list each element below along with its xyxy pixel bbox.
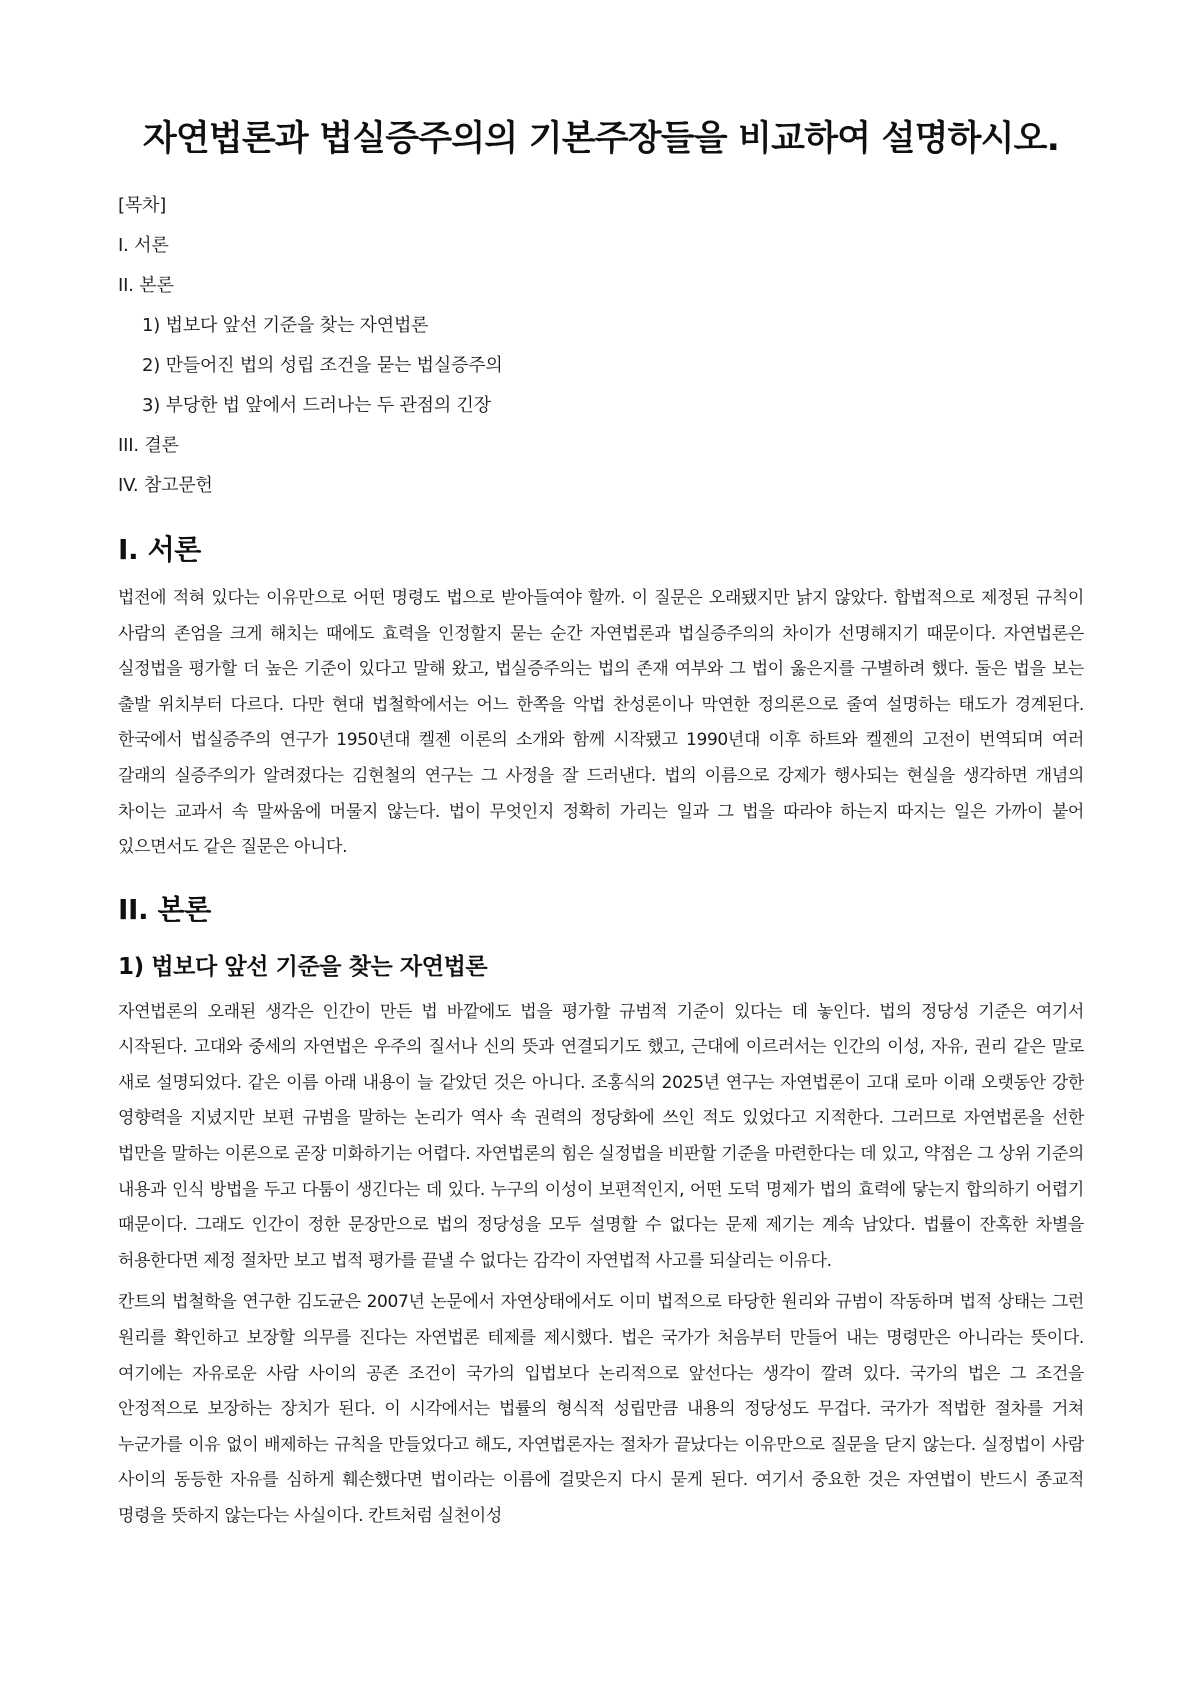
toc-item-body-sub2: 2) 만들어진 법의 성립 조건을 묻는 법실증주의 xyxy=(142,355,503,376)
toc-item-body-sub3: 3) 부당한 법 앞에서 드러나는 두 관점의 긴장 xyxy=(142,395,491,416)
natural-law-paragraph-2: 칸트의 법철학을 연구한 김도균은 2007년 논문에서 자연상태에서도 이미 법적으로 타당한 원리와 규범이 작동하며 법적 상태는 그런 원리를 확인하고 보장할 의무를 진다는 자연법론 테제를 제시했다. 법은 국가가 처음부터 만들어 내는 명령만은 아니라는 뜻이다. 여기에는 자유로운 사람 사이의 공존 조건이 국가의 입법보다 논리적으로 앞선다는 생각이 깔려 있다. 국가의 법은 그 조건을 안정적으로 보장하는 장치가 된다. 이 시각에서는 법률의 형식적 성립만큼 내용의 정당성도 무겁다. 국가가 적법한 절차를 거쳐 누군가를 이유 없이 배제하는 규칙을 만들었다고 해도, 자연법론자는 절차가 끝났다는 이유만으로 질문을 닫지 않는다. 실정법이 사람 사이의 동등한 자유를 심하게 훼손했다면 법이라는 이름에 걸맞은지 다시 묻게 된다. 여기서 중요한 것은 자연법이 반드시 종교적 명령을 뜻하지 않는다는 사실이다. 칸트처럼 실천이성 xyxy=(118,1292,1084,1526)
toc-item-references: IV. 참고문헌 xyxy=(118,475,213,496)
toc-heading: [목차] xyxy=(118,195,167,216)
natural-law-paragraph-1: 자연법론의 오래된 생각은 인간이 만든 법 바깥에도 법을 평가할 규범적 기준이 있다는 데 놓인다. 법의 정당성 기준은 여기서 시작된다. 고대와 중세의 자연법은 우주의 질서나 신의 뜻과 연결되기도 했고, 근대에 이르러서는 인간의 이성, 자유, 권리 같은 말로 새로 설명되었다. 같은 이름 아래 내용이 늘 같았던 것은 아니다. 조홍식의 2025년 연구는 자연법론이 고대 로마 이래 오랫동안 강한 영향력을 지녔지만 보편 규범을 말하는 논리가 역사 속 권력의 정당화에 쓰인 적도 있었다고 지적한다. 그러므로 자연법론을 선한 법만을 말하는 이론으로 곧장 미화하기는 어렵다. 자연법론의 힘은 실정법을 비판할 기준을 마련한다는 데 있고, 약점은 그 상위 기준의 내용과 인식 방법을 두고 다툼이 생긴다는 데 있다. 누구의 이성이 보편적인지, 어떤 도덕 명제가 법의 효력에 닿는지 합의하기 어렵기 때문이다. 그래도 인간이 정한 문장만으로 법의 정당성을 모두 설명할 수 없다는 문제 제기는 계속 남았다. 법률이 잔혹한 차별을 허용한다면 제정 절차만 보고 법적 평가를 끝낼 수 없다는 감각이 자연법적 사고를 되살리는 이유다. xyxy=(118,1001,1084,1271)
toc-item-body: II. 본론 xyxy=(118,275,174,296)
section-heading-intro: I. 서론 xyxy=(118,533,201,566)
intro-paragraph: 법전에 적혀 있다는 이유만으로 어떤 명령도 법으로 받아들여야 할까. 이 질문은 오래됐지만 낡지 않았다. 합법적으로 제정된 규칙이 사람의 존엄을 크게 해치는 때에도 효력을 인정할지 묻는 순간 자연법론과 법실증주의의 차이가 선명해지기 때문이다. 자연법론은 실정법을 평가할 더 높은 기준이 있다고 말해 왔고, 법실증주의는 법의 존재 여부와 그 법이 옳은지를 구별하려 했다. 둘은 법을 보는 출발 위치부터 다르다. 다만 현대 법철학에서는 어느 한쪽을 악법 찬성론이나 막연한 정의론으로 줄여 설명하는 태도가 경계된다. 한국에서 법실증주의 연구가 1950년대 켈젠 이론의 소개와 함께 시작됐고 1990년대 이후 하트와 켈젠의 고전이 번역되며 여러 갈래의 실증주의가 알려졌다는 김현철의 연구는 그 사정을 잘 드러낸다. 법의 이름으로 강제가 행사되는 현실을 생각하면 개념의 차이는 교과서 속 말싸움에 머물지 않는다. 법이 무엇인지 정확히 가리는 일과 그 법을 따라야 하는지 따지는 일은 가까이 붙어 있으면서도 같은 질문은 아니다. xyxy=(118,588,1084,858)
document-title: 자연법론과 법실증주의의 기본주장들을 비교하여 설명하시오. xyxy=(142,119,1060,159)
toc-item-intro: I. 서론 xyxy=(118,235,169,256)
toc-item-conclusion: III. 결론 xyxy=(118,435,179,456)
table-of-contents xyxy=(118,186,1084,506)
subsection-heading-natural-law: 1) 법보다 앞선 기준을 찾는 자연법론 xyxy=(118,953,488,980)
toc-item-body-sub1: 1) 법보다 앞선 기준을 찾는 자연법론 xyxy=(142,315,429,336)
section-heading-body: II. 본론 xyxy=(118,892,211,926)
